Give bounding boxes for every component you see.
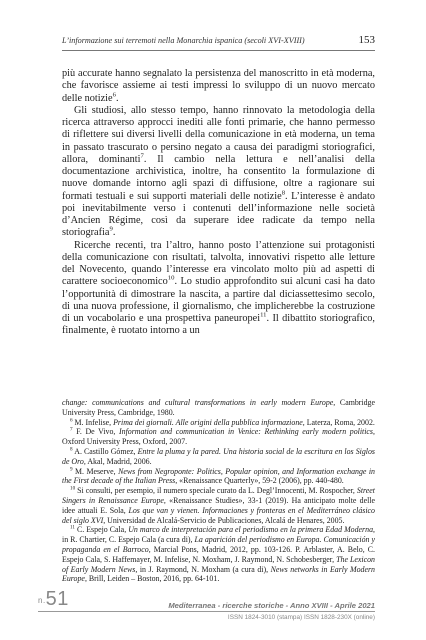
issn-line: ISSN 1824-3010 (stampa) ISSN 1828-230X (online) xyxy=(227,614,375,621)
text-run: , Akal, Madrid, 2006. xyxy=(83,456,152,466)
running-title: L’informazione sui terremoti nella Monarchia ispanica (secoli XVI-XVIII) xyxy=(62,36,305,45)
title-italic: Los que van y vienen. Informaciones y fronteras en el Mediterráneo clásico del siglo XVI xyxy=(62,505,375,525)
running-header xyxy=(62,34,375,51)
title-italic: News from Negroponte: Politics, Popular opinion, and Information exchange in the First decade of the Italian Press xyxy=(62,466,375,486)
footnote-number: 9 xyxy=(70,465,73,472)
text-run: M. Infelise, xyxy=(72,417,114,427)
footnote-ref: 8 xyxy=(281,189,286,197)
footnote-ref: 9 xyxy=(109,225,113,233)
title-italic: Street Singers in Renaissance Europe xyxy=(62,486,375,505)
journal-line: Mediterranea - ricerche storiche - Anno XVIII - Aprile 2021 xyxy=(168,601,375,610)
text-run: più accurate hanno segnalato la persistenza del manoscritto in età moderna, che favorisce assieme ai testi impressi lo sviluppo di un nuovo mercato delle notizie xyxy=(62,68,375,104)
text-run: , «Renaissance Quarterly», 59-2 (2006), pp. 440-480. xyxy=(175,476,344,486)
text-run: , Brill, Leiden – Boston, 2016, pp. 64-101. xyxy=(84,574,220,584)
text-run: M. Meserve, xyxy=(72,466,119,476)
text-run: F. De Vivo, xyxy=(72,427,119,437)
footnote-number: 8 xyxy=(70,446,73,453)
footnote xyxy=(62,525,375,584)
footnote xyxy=(62,486,375,525)
text-run: . Il dibattito storiografico, finalmente, è ruotato intorno a un xyxy=(62,313,375,337)
text-run: , Oxford University Press, Oxford, 2007. xyxy=(62,427,375,447)
footnote xyxy=(62,427,375,447)
text-run: Si consulti, per esempio, il numero speciale curato da L. Degl’Innocenti, M. Rospocher, xyxy=(75,486,357,496)
footnote-ref: 10 xyxy=(167,274,175,282)
paragraph xyxy=(62,105,375,240)
footer-divider xyxy=(38,611,375,612)
text-run: , in R. Chartier, C. Espejo Cala (a cura di), xyxy=(62,525,375,545)
text-run: . xyxy=(112,227,116,239)
footnote-number: 6 xyxy=(70,416,73,423)
text-run: , Marcial Pons, Madrid, 2012, pp. 103-126. P. Arblaster, A. Belo, C. Espejo Cala, S. Haffemayer, M. Infelise, N. Moxham, J. Raymond, N. Schobesberger, xyxy=(62,544,375,564)
footnote xyxy=(62,398,375,418)
title-italic: Prima dei giornali. Alle origini della pubblica informazione xyxy=(113,417,303,427)
footnote-ref: 11 xyxy=(260,311,267,319)
footnotes xyxy=(62,398,375,584)
text-run: C. Espejo Cala, xyxy=(74,525,129,535)
title-italic: Un marco de interpretación para el periodismo en la primera Edad Moderna xyxy=(128,525,374,535)
paragraph xyxy=(62,68,375,105)
footnote-number: 7 xyxy=(70,426,73,433)
text-run: Gli studiosi, allo stesso tempo, hanno rinnovato la metodologia della ricerca attraverso approcci inediti alle fonti primarie, che hanno permesso di riflettere sui diversi livelli della comunicazione in età moderna, un tema in passato trascurato o persino negato a causa dei paradigmi storiografici, allora, dominanti xyxy=(62,104,375,165)
footnote xyxy=(62,447,375,467)
folio-prefix: n. xyxy=(38,596,46,605)
page-number: 153 xyxy=(358,34,375,46)
footnote-number: 10 xyxy=(70,485,76,492)
text-run: . Il cambio nella lettura e nell’analisi della documentazione archivistica, inoltre, ha consentito la formulazione di nuove domande intorno agli spazi di diffusione, oltre a ragionare sui formati testuali e sui supporti materiali delle notizie xyxy=(62,153,375,202)
title-italic: Entre la pluma y la pared. Una historia social de la escritura en los Siglos de Oro xyxy=(62,446,375,466)
text-run: , Cambridge University Press, Cambridge, 1980. xyxy=(62,398,375,417)
text-run: , in J. Raymond, N. Moxham (a cura di), xyxy=(135,564,271,574)
text-run: , Universidad de Alcalá-Servicio de Publicaciones, Alcalá de Henares, 2005. xyxy=(103,515,345,525)
title-italic: The Lexicon of Early Modern News xyxy=(62,554,375,574)
paragraph xyxy=(62,240,375,338)
text-run: . L’interesse è andato poi inevitabilmente verso i contenuti dell’informazione nelle società d’Ancien Régime, così da superare idee radicate da tempo nella storiografia xyxy=(62,190,375,239)
text-run: , Laterza, Roma, 2002. xyxy=(302,417,375,427)
text-run: Ricerche recenti, tra l’altro, hanno posto l’attenzione sui protagonisti della comunicazione con risultati, talvolta, innovativi rispetto alle letture del Novecento, quando l’interesse era vincolato molto più ad aspetti di carattere socioeconomico xyxy=(62,239,375,288)
footnote-number: 11 xyxy=(70,524,75,531)
title-italic: News networks in Early Modern Europe xyxy=(62,564,375,584)
text-run: A. Castillo Gómez, xyxy=(72,446,138,456)
title-italic: Information and communication in Venice: Rethinking early modern politics xyxy=(119,427,374,437)
text-run: , «Renaissance Studies», 33-1 (2019). Ha anticipato molte delle idee attuali E. Sola, xyxy=(62,495,375,515)
issue-folio xyxy=(38,588,69,611)
text-run: . xyxy=(115,92,119,104)
footnote xyxy=(62,418,375,428)
body-text xyxy=(62,68,375,338)
footnote-ref: 6 xyxy=(112,91,116,99)
footnote-ref: 7 xyxy=(140,152,144,160)
folio-number: 51 xyxy=(45,588,69,610)
footnote xyxy=(62,467,375,487)
text-run: . Lo studio approfondito sui alcuni casi ha dato l’opportunità di dimostrare la nascita, a partire dal diciassettesimo secolo, di una nuova professione, il giornalismo, che implicherebbe la costruzione di un vocabolario e una prospettiva paneuropei xyxy=(62,276,375,324)
title-italic: change: communications and cultural transformations in early modern Europe xyxy=(62,398,334,407)
title-italic: La aparición del periodismo en Europa. Comunicación y propaganda en el Barroco xyxy=(62,535,375,554)
